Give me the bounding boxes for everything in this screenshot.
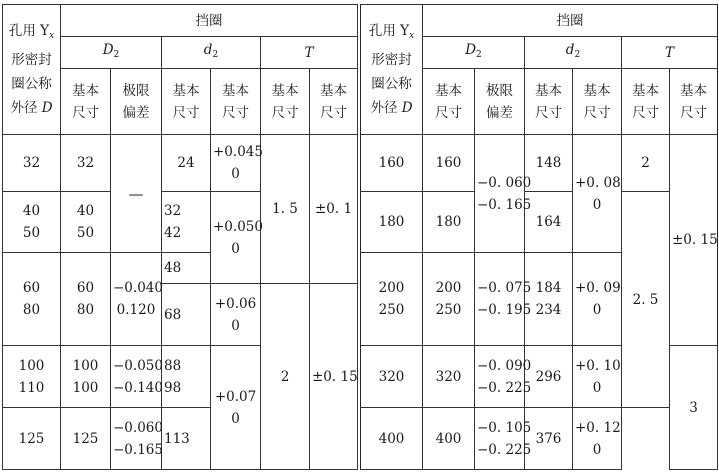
cell-D2-dev: −0. 090 −0. 225 bbox=[475, 346, 525, 408]
cell-d2-dev: +0. 08 0 bbox=[573, 135, 622, 253]
cell-D2-dev: −0.060 −0.165 bbox=[111, 408, 162, 470]
cell-D: 400 bbox=[361, 408, 423, 470]
cell-T: 2 bbox=[261, 284, 310, 470]
cell-d2: 68 bbox=[162, 284, 211, 346]
cell-d2-dev: +0. 09 0 bbox=[573, 253, 622, 346]
header-D2: $D_2$ bbox=[423, 37, 525, 69]
cell-T-dev: ±0. 15 bbox=[670, 135, 718, 346]
table-row bbox=[361, 135, 718, 192]
header-d2: $d_2$ bbox=[525, 37, 622, 69]
cell-T: 3 bbox=[670, 346, 718, 470]
cell-D: 160 bbox=[361, 135, 423, 192]
cell-D: 200 250 bbox=[361, 253, 423, 346]
table-row bbox=[361, 192, 718, 253]
header-D2-limit: 极限 偏差 bbox=[111, 69, 162, 135]
header-retainer: 挡圈 bbox=[423, 5, 718, 37]
cell-D2-dev: −0. 105 −0. 225 bbox=[475, 408, 525, 470]
cell-d2-dev: +0. 10 0 bbox=[573, 346, 622, 408]
table-row bbox=[3, 135, 358, 192]
cell-D2: 200 250 bbox=[423, 253, 475, 346]
cell-D: 60 80 bbox=[3, 253, 61, 346]
table-row bbox=[361, 408, 718, 470]
cell-D: 100 110 bbox=[3, 346, 61, 408]
header-d2-basic: 基本 尺寸 bbox=[525, 69, 573, 135]
cell-d2: 184 234 bbox=[525, 253, 573, 346]
cell-d2: 32 42 bbox=[162, 192, 211, 253]
cell-d2-dev: +0.045 0 bbox=[211, 135, 261, 192]
header-D2-limit: 极限 偏差 bbox=[475, 69, 525, 135]
cell-D2: 400 bbox=[423, 408, 475, 470]
header-d2-basic: 基本 尺寸 bbox=[162, 69, 211, 135]
header-T-basic-2: 基本 尺寸 bbox=[670, 69, 718, 135]
cell-D2: 100 100 bbox=[61, 346, 111, 408]
cell-D: 32 bbox=[3, 135, 61, 192]
header-d2-basic-2: 基本 尺寸 bbox=[573, 69, 622, 135]
cell-D2: 40 50 bbox=[61, 192, 111, 253]
cell-D2-dev: −0. 075 −0. 195 bbox=[475, 253, 525, 346]
cell-T: 2 bbox=[622, 135, 670, 192]
cell-D2-dev: −0.040 0.120 bbox=[111, 253, 162, 346]
header-T-basic: 基本 尺寸 bbox=[261, 69, 310, 135]
cell-d2: 113 bbox=[162, 408, 211, 470]
cell-d2-dev: +0.050 0 bbox=[211, 192, 261, 284]
header-retainer: 挡圈 bbox=[61, 5, 358, 37]
cell-d2: 376 bbox=[525, 408, 573, 470]
cell-T: 2. 5 bbox=[622, 192, 670, 408]
header-T: T bbox=[622, 37, 718, 69]
cell-d2-dev: +0.06 0 bbox=[211, 284, 261, 346]
header-d2: $d_2$ bbox=[162, 37, 261, 69]
cell-d2: 164 bbox=[525, 192, 573, 253]
header-nominal-diameter: 孔用 $Y_x$ 形密封 圈公称 外径 D bbox=[3, 5, 61, 135]
header-D2-basic: 基本 尺寸 bbox=[423, 69, 475, 135]
cell-T-dev: ±0. 15 bbox=[310, 284, 358, 470]
header-nominal-diameter: 孔用 $Y_x$ 形密封 圈公称 外径 D bbox=[361, 5, 423, 135]
cell-D2: 32 bbox=[61, 135, 111, 192]
cell-D: 40 50 bbox=[3, 192, 61, 253]
seal-retainer-table-right bbox=[360, 4, 718, 470]
cell-D2: 180 bbox=[423, 192, 475, 253]
cell-D2: 60 80 bbox=[61, 253, 111, 346]
cell-D: 125 bbox=[3, 408, 61, 470]
cell-D2-dev: −0. 060 −0. 165 bbox=[475, 135, 525, 253]
cell-d2: 88 98 bbox=[162, 346, 211, 408]
cell-D2: 125 bbox=[61, 408, 111, 470]
cell-T: 1. 5 bbox=[261, 135, 310, 284]
cell-d2: 24 bbox=[162, 135, 211, 192]
seal-retainer-table-left bbox=[2, 4, 358, 470]
header-D2-basic: 基本 尺寸 bbox=[61, 69, 111, 135]
cell-D2-dev: −0.050 −0.140 bbox=[111, 346, 162, 408]
header-d2-basic-2: 基本 尺寸 bbox=[211, 69, 261, 135]
cell-d2: 48 bbox=[162, 253, 211, 284]
cell-D: 320 bbox=[361, 346, 423, 408]
cell-d2: 148 bbox=[525, 135, 573, 192]
header-T: T bbox=[261, 37, 358, 69]
header-T-basic-2: 基本 尺寸 bbox=[310, 69, 358, 135]
cell-D2: 160 bbox=[423, 135, 475, 192]
header-D2: $D_2$ bbox=[61, 37, 162, 69]
cell-d2-dev: +0. 12 0 bbox=[573, 408, 622, 470]
cell-D2: 320 bbox=[423, 346, 475, 408]
cell-T-dev: ±0. 1 bbox=[310, 135, 358, 284]
cell-D2-dev: — bbox=[111, 135, 162, 253]
cell-d2: 296 bbox=[525, 346, 573, 408]
cell-d2-dev: +0.07 0 bbox=[211, 346, 261, 470]
cell-D: 180 bbox=[361, 192, 423, 253]
header-T-basic: 基本 尺寸 bbox=[622, 69, 670, 135]
